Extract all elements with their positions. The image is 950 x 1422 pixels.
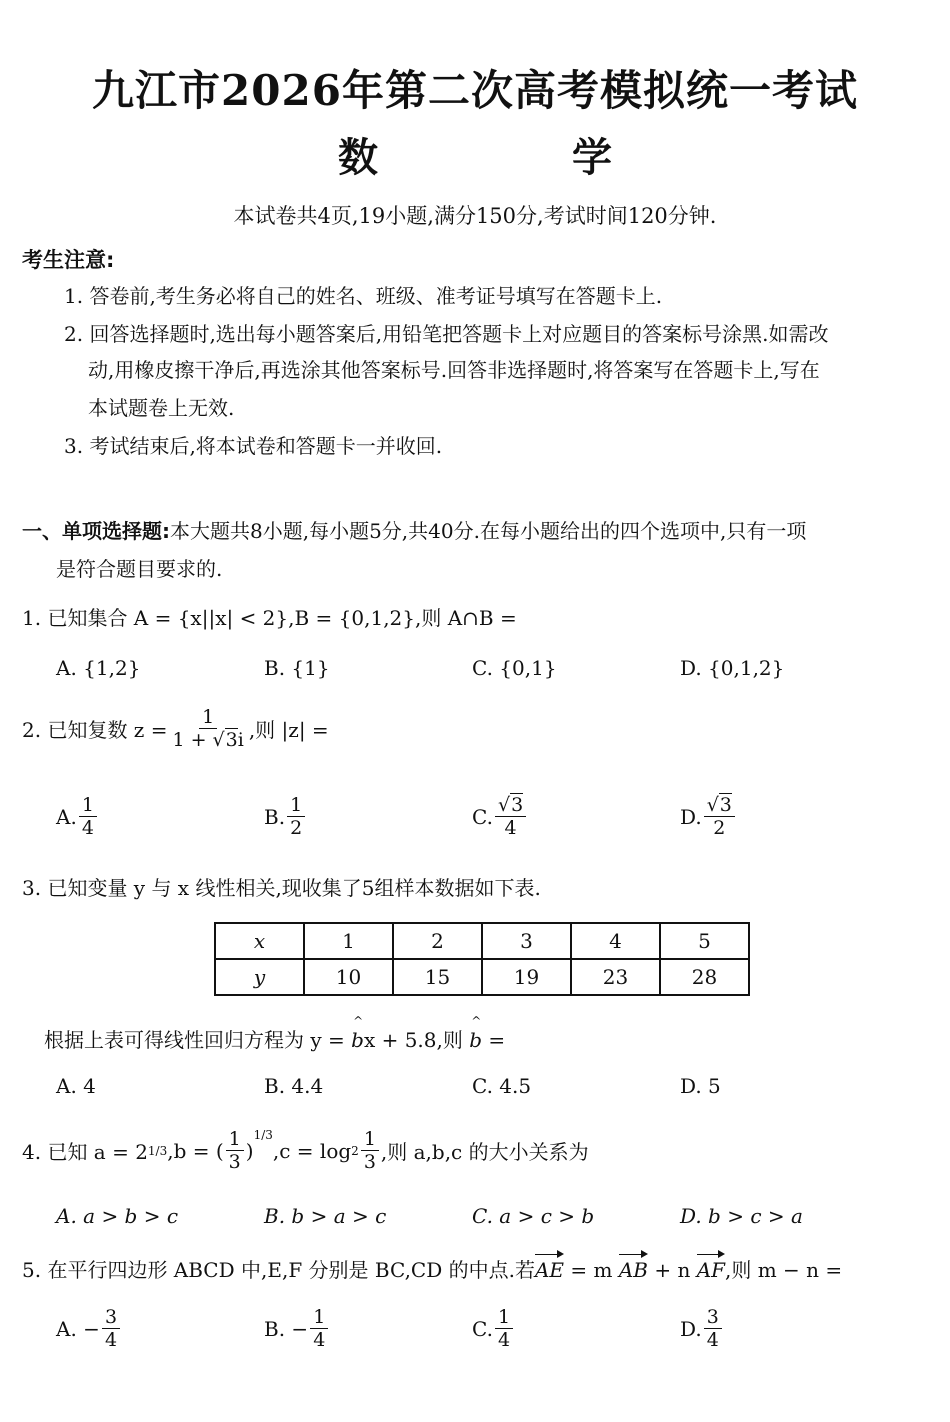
x-label: x — [253, 929, 266, 953]
subject-title: 数 学 — [338, 134, 672, 181]
question-2-stem — [22, 706, 329, 751]
frac-num: 3 — [704, 1306, 722, 1329]
q2-stem-prefix: 2. 已知复数 z = — [22, 718, 168, 742]
q3-option-a: A. 4 — [56, 1074, 96, 1098]
q3-option-c: C. 4.5 — [472, 1074, 532, 1098]
frac-num: 1 — [287, 794, 305, 817]
q2-option-b — [264, 794, 307, 839]
q2-option-b-frac — [287, 794, 305, 839]
table-cell: 3 — [482, 923, 571, 959]
b-base-frac — [226, 1128, 244, 1173]
sign: − — [291, 1316, 309, 1341]
section-title: 一、单项选择题: — [22, 519, 170, 543]
question-4-stem: 4. 已知 a = 2 1/3 ,b = ( $\frac{1}{3}$ ) $^{1/3}$ ,c = log 2 $\frac{1}{3}$ ,则 a,b,c 的大小关系为 — [22, 1128, 589, 1173]
vector-af: AF — [696, 1258, 726, 1282]
q1-option-c: C. {0,1} — [472, 656, 557, 680]
q3-follow-prefix: 根据上表可得线性回归方程为 y = — [44, 1028, 352, 1052]
notice-item-2-cont2: 本试题卷上无效. — [88, 396, 235, 420]
table-cell: 5 — [660, 923, 749, 959]
q2-option-d-frac — [704, 794, 735, 839]
q2-option-c-frac — [495, 794, 526, 839]
frac-den: 2 — [713, 817, 726, 839]
q2-option-a — [56, 794, 99, 839]
notice-item-1: 1. 答卷前,考生务必将自己的姓名、班级、准考证号填写在答题卡上. — [64, 284, 663, 308]
q5-option-b — [264, 1306, 330, 1351]
q5-option-c-label: C. — [472, 1316, 493, 1341]
q2-den-prefix: 1 + — [172, 729, 213, 751]
q2-stem-suffix: ,则 |z| = — [248, 718, 329, 742]
q4-c-part: ,c = log — [272, 1138, 352, 1163]
b-symbol: b — [469, 1028, 483, 1052]
table-cell — [215, 923, 304, 959]
table-row — [215, 923, 749, 959]
frac-num: 1 — [310, 1306, 328, 1329]
frac-num: 1 — [226, 1128, 244, 1151]
q2-den-suffix: i — [237, 729, 244, 751]
q2-option-b-label: B. — [264, 804, 286, 829]
q4-option-a: A. a > b > c — [56, 1204, 179, 1228]
q1-option-b: B. {1} — [264, 656, 330, 680]
question-5-stem — [22, 1254, 842, 1283]
q5-eq-m: = m — [564, 1258, 619, 1282]
q5-plus-n: + n — [647, 1258, 697, 1282]
frac-num: 1 — [495, 1306, 513, 1329]
b-exponent: 1/3 — [253, 1128, 273, 1142]
q1-option-d: D. {0,1,2} — [680, 656, 785, 680]
frac-num: 1 — [79, 794, 97, 817]
q4-prefix: 4. 已知 a = 2 — [22, 1140, 148, 1164]
sign: − — [83, 1316, 100, 1341]
frac-den: 4 — [504, 817, 517, 839]
q2-den-sqrt: 3 — [225, 729, 238, 751]
sqrt-radicand: 3 — [719, 794, 732, 816]
frac-den: 3 — [228, 1151, 241, 1173]
q1-option-a: A. {1,2} — [56, 656, 141, 680]
q5-option-d-label: D. — [680, 1316, 702, 1341]
q5-option-c-frac — [495, 1306, 513, 1351]
frac-den: 4 — [104, 1329, 118, 1351]
vector-ae: AE — [534, 1258, 565, 1282]
q2-option-a-label: A. — [56, 804, 77, 829]
q5-option-c — [472, 1306, 515, 1351]
notice-item-3: 3. 考试结束后,将本试卷和答题卡一并收回. — [64, 434, 443, 458]
table-cell: 1 — [304, 923, 393, 959]
notice-item-2: 2. 回答选择题时,选出每小题答案后,用铅笔把答题卡上对应题目的答案标号涂黑.如需改 — [64, 322, 829, 346]
q4-option-c: C. a > c > b — [472, 1204, 595, 1228]
q2-fraction — [169, 706, 246, 751]
notice-heading: 考生注意: — [22, 248, 115, 272]
exam-intro: 本试卷共4页,19小题,满分150分,考试时间120分钟. — [233, 204, 717, 228]
hat-mark: ^ — [471, 1014, 482, 1028]
table-cell: 10 — [304, 959, 393, 995]
frac-den: 2 — [290, 817, 303, 839]
frac-num: √3 — [495, 794, 526, 817]
question-1-stem: 1. 已知集合 A = {x||x| < 2},B = {0,1,2},则 A∩B = — [22, 606, 517, 630]
log-base: 2 — [351, 1143, 359, 1158]
table-cell: 19 — [482, 959, 571, 995]
q4-b-part: ,b = ( — [167, 1138, 224, 1163]
q2-option-a-frac — [79, 794, 97, 839]
y-label: y — [253, 965, 266, 989]
q3-follow-mid: x + 5.8,则 — [363, 1028, 470, 1052]
table-cell — [215, 959, 304, 995]
q5-option-b-frac — [310, 1306, 328, 1351]
b-hat — [351, 1014, 364, 1052]
q5-option-b-label: B. — [264, 1316, 286, 1341]
frac-num: 3 — [102, 1306, 120, 1329]
frac-den: 4 — [81, 817, 94, 839]
b-hat-2 — [469, 1014, 483, 1052]
section-desc-2: 是符合题目要求的. — [56, 557, 223, 581]
q3-option-d: D. 5 — [680, 1074, 721, 1098]
frac-den: 4 — [706, 1329, 719, 1351]
q5-option-a-frac — [102, 1306, 120, 1351]
table-cell: 28 — [660, 959, 749, 995]
table-cell: 4 — [571, 923, 660, 959]
q4-suffix: ,则 a,b,c 的大小关系为 — [380, 1140, 589, 1164]
q2-frac-den: 1 + √3i — [172, 729, 244, 751]
q2-option-d-label: D. — [680, 804, 702, 829]
q3-follow-suffix: = — [482, 1028, 506, 1052]
q2-option-d — [680, 794, 737, 839]
table-cell: 2 — [393, 923, 482, 959]
q5-option-d — [680, 1306, 724, 1351]
table-cell: 23 — [571, 959, 660, 995]
notice-item-2-cont: 动,用橡皮擦干净后,再选涂其他答案标号.回答非选择题时,将答案写在答题卡上,写在 — [88, 358, 820, 382]
frac-num: √3 — [704, 794, 735, 817]
exam-title: 九江市2026年第二次高考模拟统一考试 — [92, 66, 858, 115]
section-desc-1: 本大题共8小题,每小题5分,共40分.在每小题给出的四个选项中,只有一项 — [170, 519, 807, 543]
b-symbol: b — [351, 1028, 364, 1052]
frac-num: 1 — [361, 1128, 379, 1151]
q5-option-d-frac — [704, 1306, 722, 1351]
a-exponent: 1/3 — [147, 1143, 168, 1158]
frac-den: 3 — [363, 1151, 376, 1173]
sqrt-radicand: 3 — [511, 794, 524, 816]
q5-prefix: 5. 在平行四边形 ABCD 中,E,F 分别是 BC,CD 的中点.若 — [22, 1258, 535, 1282]
section-heading — [22, 512, 806, 550]
q5-suffix: ,则 m − n = — [725, 1258, 843, 1282]
q2-option-c — [472, 794, 528, 839]
frac-den: 4 — [497, 1329, 511, 1351]
q5-option-a — [56, 1306, 122, 1351]
q3-regression-line — [44, 1014, 506, 1053]
q5-option-a-label: A. — [56, 1316, 77, 1341]
vector-ab: AB — [618, 1258, 648, 1282]
sample-data-table — [214, 922, 750, 996]
frac-den: 4 — [313, 1329, 326, 1351]
table-row — [215, 959, 749, 995]
q4-option-d: D. b > c > a — [680, 1204, 803, 1228]
table-cell: 15 — [393, 959, 482, 995]
question-3-stem: 3. 已知变量 y 与 x 线性相关,现收集了5组样本数据如下表. — [22, 876, 541, 900]
hat-mark: ^ — [353, 1014, 364, 1028]
c-arg-frac — [361, 1128, 379, 1173]
q3-option-b: B. 4.4 — [264, 1074, 324, 1098]
q2-option-c-label: C. — [472, 804, 493, 829]
q4-option-b: B. b > a > c — [264, 1204, 387, 1228]
q2-frac-num: 1 — [199, 706, 217, 729]
